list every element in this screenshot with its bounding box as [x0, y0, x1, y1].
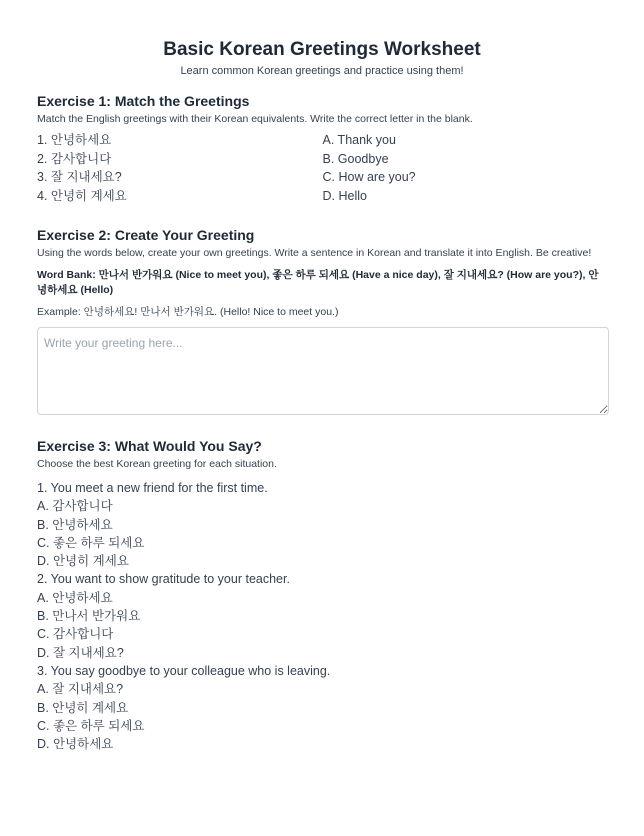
exercise-2-section — [37, 226, 608, 415]
answer-option: C. 감사합니다 — [37, 627, 114, 642]
question-3 — [37, 662, 608, 753]
exercise-1-title: Exercise 1: Match the Greetings — [37, 93, 250, 109]
question-list — [37, 479, 608, 753]
exercise-1-description: Match the English greetings with their Korean equivalents. Write the correct letter in the blank. — [37, 113, 473, 125]
question-1 — [37, 479, 608, 570]
answer-option: D. 안녕히 계세요 — [37, 554, 129, 569]
answer-option: B. 안녕하세요 — [37, 517, 113, 532]
word-bank: Word Bank: 만나서 반가워요 (Nice to meet you), 좋은 하루 되세요 (Have a nice day), 잘 지내세요? (How are you?), 안녕하세요 (Hello) — [37, 269, 599, 296]
answer-option: C. 좋은 하루 되세요 — [37, 535, 145, 550]
exercise-3-title: Exercise 3: What Would You Say? — [37, 438, 262, 454]
question-2 — [37, 570, 608, 661]
exercise-2-description: Using the words below, create your own greetings. Write a sentence in Korean and translate it into English. Be creative! — [37, 247, 592, 259]
page-subtitle: Learn common Korean greetings and practice using them! — [180, 65, 464, 77]
answer-option: A. 안녕하세요 — [37, 590, 113, 605]
english-item: C. How are you? — [322, 170, 416, 184]
english-column — [323, 131, 609, 205]
exercise-2-title: Exercise 2: Create Your Greeting — [37, 227, 255, 243]
exercise-3-section — [37, 437, 608, 753]
english-item: B. Goodbye — [322, 151, 389, 166]
answer-option: B. 안녕히 계세요 — [37, 700, 129, 715]
korean-item: 3. 잘 지내세요? — [37, 170, 122, 184]
question-text: 2. You want to show gratitude to your teacher. — [37, 572, 290, 587]
korean-item: 2. 감사합니다 — [37, 151, 112, 166]
page-title: Basic Korean Greetings Worksheet — [163, 39, 481, 60]
answer-option: A. 잘 지내세요? — [37, 682, 124, 697]
match-grid — [37, 131, 608, 205]
korean-item: 4. 안녕히 계세요 — [37, 188, 127, 203]
exercise-1-section — [37, 92, 608, 205]
answer-option: C. 좋은 하루 되세요 — [37, 718, 145, 733]
answer-option: A. 감사합니다 — [37, 499, 113, 514]
question-text: 1. You meet a new friend for the first time. — [37, 481, 268, 495]
question-text: 3. You say goodbye to your colleague who is leaving. — [37, 663, 331, 678]
example-sentence: Example: 안녕하세요! 만나서 반가워요. (Hello! Nice to meet you.) — [37, 306, 339, 318]
english-item: D. Hello — [322, 188, 367, 203]
greeting-input[interactable] — [37, 327, 609, 415]
answer-option: B. 만나서 반가워요 — [37, 609, 141, 624]
answer-option: D. 안녕하세요 — [37, 737, 114, 752]
exercise-3-description: Choose the best Korean greeting for each situation. — [37, 458, 277, 470]
english-item: A. Thank you — [322, 133, 396, 147]
korean-item: 1. 안녕하세요 — [37, 133, 112, 147]
answer-option: D. 잘 지내세요? — [37, 645, 124, 660]
korean-column — [37, 131, 323, 205]
